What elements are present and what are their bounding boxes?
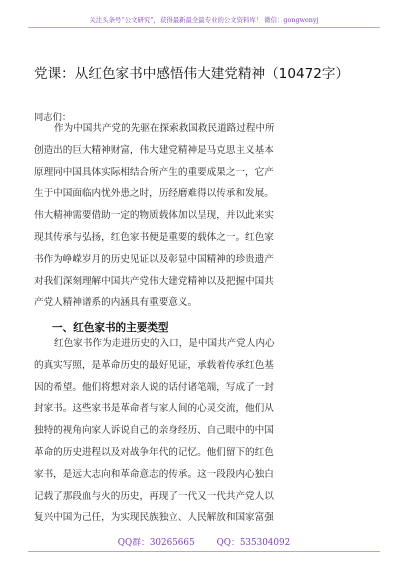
- top-banner: 关注头条号“公文研究”，获得最新最全最专业的公文资料库！ 微信：gongwenyj: [89, 16, 319, 24]
- paragraph-line: 原理同中国具体实际相结合所产生的重要成果之一，它产: [34, 166, 274, 178]
- footer-qq-group: QQ群：30265665: [117, 538, 195, 548]
- paragraph-line: 封家书。这些家书是革命者与家人间的心灵交流，他们从: [34, 403, 274, 415]
- salutation: 同志们：: [34, 112, 72, 123]
- paragraph-line: 革命的历史进程以及对战争年代的记忆。他们留下的红色: [34, 446, 274, 458]
- document-title: 党课：从红色家书中感悟伟大建党精神（10472字）: [34, 66, 350, 82]
- paragraph-line: 家书，是远大志向和革命意志的传承。这一段段内心独白: [34, 468, 274, 480]
- paragraph-line: 作为中国共产党的先驱在探索救国救民道路过程中所: [54, 123, 275, 134]
- paragraph-line: 现其传承与弘扬，红色家书便是重要的载体之一。红色家: [34, 231, 274, 243]
- section-paragraph: [34, 333, 376, 529]
- paragraph-line: 生于中国面临内忧外患之时，历经磨难得以传承和发展。: [34, 188, 274, 200]
- paragraph-line: 因的希望。他们将想对亲人说的话付诸笔端，写成了一封: [34, 381, 274, 393]
- paragraph-line: 创造出的巨大精神财富，伟大建党精神是马克思主义基本: [34, 144, 274, 156]
- bottom-divider: [28, 551, 380, 552]
- top-divider: [28, 27, 380, 28]
- paragraph-line: 产党人精神谱系的内涵具有重要意义。: [34, 297, 198, 309]
- paragraph-line: 对我们深刻理解中国共产党伟大建党精神以及把握中国共: [34, 275, 274, 287]
- paragraph-line: 红色家书作为走进历史的入口，是中国共产党人内心: [54, 338, 275, 349]
- footer-qq: QQ：535304092: [216, 538, 291, 548]
- paragraph-line: 书作为峥嵘岁月的历史见证以及彰显中国精神的珍贵遗产: [34, 253, 274, 265]
- intro-paragraph: [34, 118, 376, 314]
- footer-contact: [0, 535, 408, 548]
- paragraph-line: 复兴中国为己任，为实现民族独立、人民解放和国家富强: [34, 512, 274, 524]
- paragraph-line: 独特的视角向家人诉说自己的亲身经历、自己眼中的中国: [34, 425, 274, 437]
- paragraph-line: 伟大精神需要借助一定的物质载体加以呈现，并以此来实: [34, 210, 274, 222]
- paragraph-line: 记载了那段血与火的历史，再现了一代又一代共产党人以: [34, 490, 274, 502]
- paragraph-line: 的真实写照，是革命历史的最好见证，承载着传承红色基: [34, 359, 274, 371]
- section-heading: 一、红色家书的主要类型: [52, 322, 169, 334]
